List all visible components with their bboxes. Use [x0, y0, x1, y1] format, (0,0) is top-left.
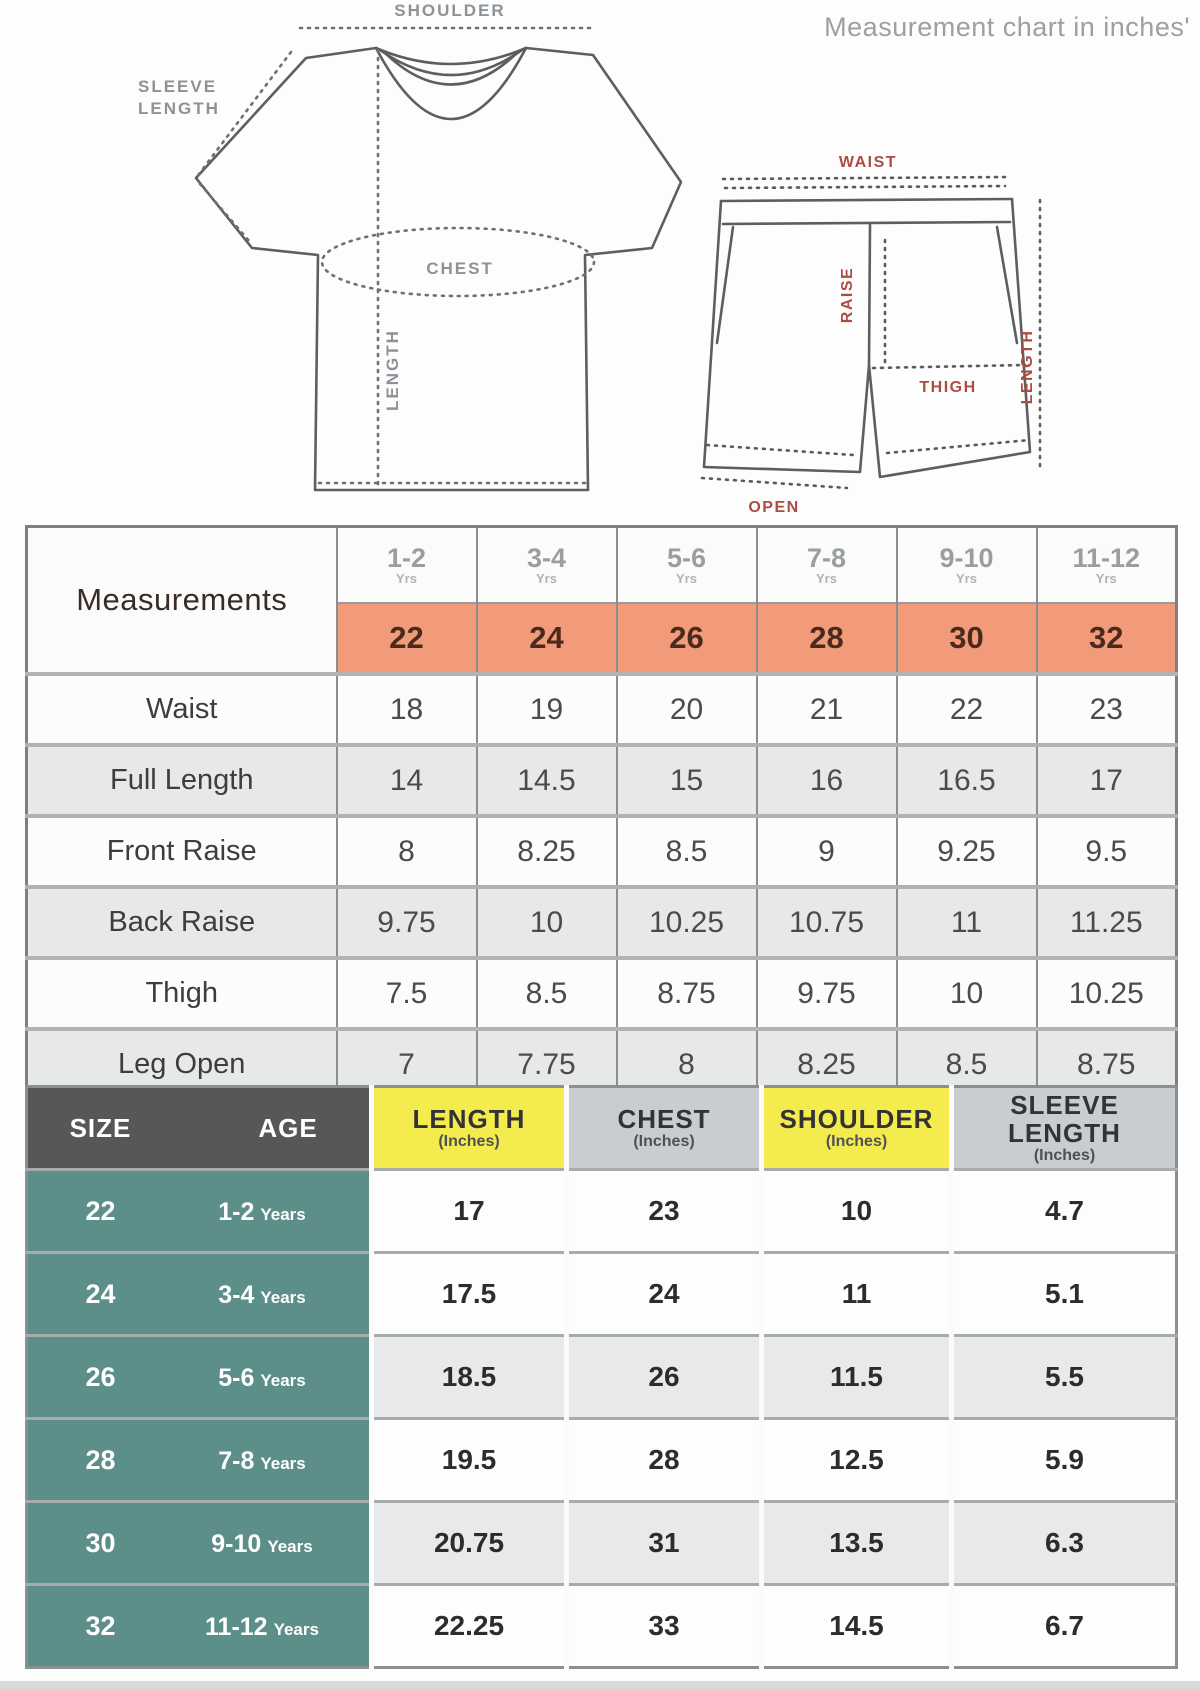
age-group-header — [897, 527, 1037, 604]
measurement-value: 8 — [617, 1029, 757, 1100]
length-value: 19.5 — [372, 1419, 567, 1502]
age-suffix: Years — [260, 1454, 306, 1473]
header-word: CHEST — [617, 1104, 711, 1134]
measurement-value: 9.75 — [757, 958, 897, 1029]
sleeve-value: 5.9 — [952, 1419, 1177, 1502]
bottom-divider — [0, 1681, 1200, 1689]
row-label: Waist — [27, 674, 337, 745]
age-group-header — [477, 527, 617, 604]
age-group-header — [757, 527, 897, 604]
size-header: 26 — [617, 603, 757, 674]
measurement-value: 16 — [757, 745, 897, 816]
size-age-table — [25, 1085, 1178, 1669]
shorts-raise-label: RAISE — [839, 266, 856, 324]
header-unit: (Inches) — [633, 1133, 695, 1150]
age-suffix: Years — [260, 1288, 306, 1307]
age-value: 1-2 — [218, 1198, 255, 1226]
measurement-value: 11.25 — [1037, 887, 1177, 958]
measurement-value: 10.25 — [1037, 958, 1177, 1029]
shoulder-value: 13.5 — [762, 1502, 952, 1585]
size-header: 22 — [337, 603, 477, 674]
measurement-value: 8.75 — [1037, 1029, 1177, 1100]
measurement-value: 11 — [897, 887, 1037, 958]
measurement-value: 9.25 — [897, 816, 1037, 887]
measurement-value: 8.5 — [477, 958, 617, 1029]
size-age-header — [27, 1087, 372, 1170]
tshirt-sleeve-length-label-line1: SLEEVE — [138, 77, 218, 96]
age-unit: Yrs — [816, 571, 837, 586]
measurements-title: Measurements — [27, 527, 337, 675]
measurement-value: 19 — [477, 674, 617, 745]
sleeve-value: 6.3 — [952, 1502, 1177, 1585]
size-value: 22 — [85, 1195, 116, 1226]
shoulder-value: 11 — [762, 1253, 952, 1336]
size-column-header: SIZE — [69, 1112, 132, 1143]
measurement-value: 9 — [757, 816, 897, 887]
age-unit: Yrs — [396, 571, 417, 586]
size-age-cell — [27, 1170, 372, 1253]
size-age-cell — [27, 1419, 372, 1502]
size-header: 24 — [477, 603, 617, 674]
table-row — [27, 745, 1177, 816]
size-value: 30 — [85, 1527, 116, 1558]
header-word: SLEEVE LENGTH — [1008, 1090, 1121, 1148]
age-unit: Yrs — [536, 571, 557, 586]
measurement-value: 18 — [337, 674, 477, 745]
size-age-cell — [27, 1336, 372, 1419]
sleeve-value: 4.7 — [952, 1170, 1177, 1253]
table-row — [27, 1336, 1177, 1419]
sleeve-length-column-header — [952, 1087, 1177, 1170]
measurement-value: 8.25 — [757, 1029, 897, 1100]
table-row — [27, 1253, 1177, 1336]
tshirt-chest-label: CHEST — [426, 259, 494, 278]
measurement-value: 22 — [897, 674, 1037, 745]
age-group: 9-10 — [939, 543, 994, 573]
measurement-value: 8.25 — [477, 816, 617, 887]
measurement-value: 23 — [1037, 674, 1177, 745]
header-word: LENGTH — [412, 1104, 526, 1134]
size-age-cell — [27, 1502, 372, 1585]
size-value: 28 — [85, 1444, 116, 1475]
age-value: 11-12 — [205, 1613, 268, 1641]
measurement-value: 10 — [897, 958, 1037, 1029]
table-row — [27, 1585, 1177, 1668]
chest-value: 28 — [567, 1419, 762, 1502]
table-row — [27, 674, 1177, 745]
length-value: 20.75 — [372, 1502, 567, 1585]
row-label: Thigh — [27, 958, 337, 1029]
age-group: 11-12 — [1072, 543, 1141, 573]
shorts-thigh-label: THIGH — [919, 379, 977, 396]
measurement-value: 20 — [617, 674, 757, 745]
shoulder-value: 12.5 — [762, 1419, 952, 1502]
age-suffix: Years — [273, 1620, 319, 1639]
table-row — [27, 1502, 1177, 1585]
measurement-value: 10 — [477, 887, 617, 958]
header-word: SHOULDER — [779, 1104, 934, 1134]
tshirt-sleeve-length-label-line2: LENGTH — [138, 99, 220, 118]
tshirt-length-label: LENGTH — [383, 329, 402, 411]
shorts-diagram — [640, 130, 1070, 520]
size-header: 32 — [1037, 603, 1177, 674]
tshirt-diagram — [130, 0, 710, 520]
size-header: 28 — [757, 603, 897, 674]
size-value: 26 — [85, 1361, 116, 1392]
size-value: 32 — [85, 1610, 116, 1641]
age-group-header — [617, 527, 757, 604]
measurement-value: 8.5 — [617, 816, 757, 887]
measurements-table — [25, 525, 1178, 1101]
sleeve-value: 5.1 — [952, 1253, 1177, 1336]
table-row — [27, 816, 1177, 887]
header-unit: (Inches) — [1033, 1147, 1096, 1164]
row-label: Back Raise — [27, 887, 337, 958]
measurement-value: 15 — [617, 745, 757, 816]
sleeve-value: 6.7 — [952, 1585, 1177, 1668]
age-group: 7-8 — [806, 543, 847, 573]
row-label: Full Length — [27, 745, 337, 816]
shorts-open-label: OPEN — [748, 499, 800, 516]
measurement-value: 21 — [757, 674, 897, 745]
age-value: 9-10 — [211, 1530, 262, 1558]
chest-value: 24 — [567, 1253, 762, 1336]
measurement-value: 17 — [1037, 745, 1177, 816]
measurement-value: 14 — [337, 745, 477, 816]
table-row — [27, 887, 1177, 958]
age-unit: Yrs — [956, 571, 977, 586]
age-group: 3-4 — [526, 543, 567, 573]
tshirt-shoulder-label: SHOULDER — [394, 1, 506, 20]
age-value: 5-6 — [218, 1364, 255, 1392]
measurement-value: 14.5 — [477, 745, 617, 816]
measurement-value: 8.5 — [897, 1029, 1037, 1100]
length-value: 17 — [372, 1170, 567, 1253]
size-header: 30 — [897, 603, 1037, 674]
age-column-header: AGE — [258, 1112, 318, 1143]
length-value: 18.5 — [372, 1336, 567, 1419]
measurement-value: 16.5 — [897, 745, 1037, 816]
row-label: Leg Open — [27, 1029, 337, 1100]
age-group: 1-2 — [386, 543, 427, 573]
measurement-value: 9.75 — [337, 887, 477, 958]
shoulder-value: 10 — [762, 1170, 952, 1253]
age-unit: Yrs — [676, 571, 697, 586]
age-value: 7-8 — [218, 1447, 255, 1475]
shorts-length-label: LENGTH — [1019, 329, 1036, 405]
shorts-waist-label: WAIST — [838, 154, 898, 171]
chest-value: 33 — [567, 1585, 762, 1668]
size-age-cell — [27, 1585, 372, 1668]
measurement-value: 10.75 — [757, 887, 897, 958]
shoulder-value: 11.5 — [762, 1336, 952, 1419]
chest-value: 23 — [567, 1170, 762, 1253]
measurement-value: 8.75 — [617, 958, 757, 1029]
chest-value: 26 — [567, 1336, 762, 1419]
measurement-value: 8 — [337, 816, 477, 887]
length-value: 22.25 — [372, 1585, 567, 1668]
age-suffix: Years — [260, 1205, 306, 1224]
age-group-header — [1037, 527, 1177, 604]
measurement-value: 7 — [337, 1029, 477, 1100]
table-row — [27, 1419, 1177, 1502]
age-group-header — [337, 527, 477, 604]
size-age-cell — [27, 1253, 372, 1336]
age-unit: Yrs — [1095, 571, 1117, 586]
header-unit: (Inches) — [438, 1133, 500, 1150]
table-row — [27, 1170, 1177, 1253]
row-label: Front Raise — [27, 816, 337, 887]
age-suffix: Years — [267, 1537, 313, 1556]
measurement-value: 7.5 — [337, 958, 477, 1029]
shoulder-value: 14.5 — [762, 1585, 952, 1668]
table-row — [27, 958, 1177, 1029]
size-value: 24 — [85, 1278, 116, 1309]
sleeve-value: 5.5 — [952, 1336, 1177, 1419]
measurement-value: 7.75 — [477, 1029, 617, 1100]
shoulder-column-header — [762, 1087, 952, 1170]
length-value: 17.5 — [372, 1253, 567, 1336]
age-value: 3-4 — [218, 1281, 255, 1309]
age-group: 5-6 — [666, 543, 707, 573]
header-unit: (Inches) — [825, 1133, 888, 1150]
chest-column-header — [567, 1087, 762, 1170]
chart-note: Measurement chart in inches' — [824, 12, 1190, 42]
measurement-value: 9.5 — [1037, 816, 1177, 887]
age-suffix: Years — [260, 1371, 306, 1390]
measurement-value: 10.25 — [617, 887, 757, 958]
chest-value: 31 — [567, 1502, 762, 1585]
